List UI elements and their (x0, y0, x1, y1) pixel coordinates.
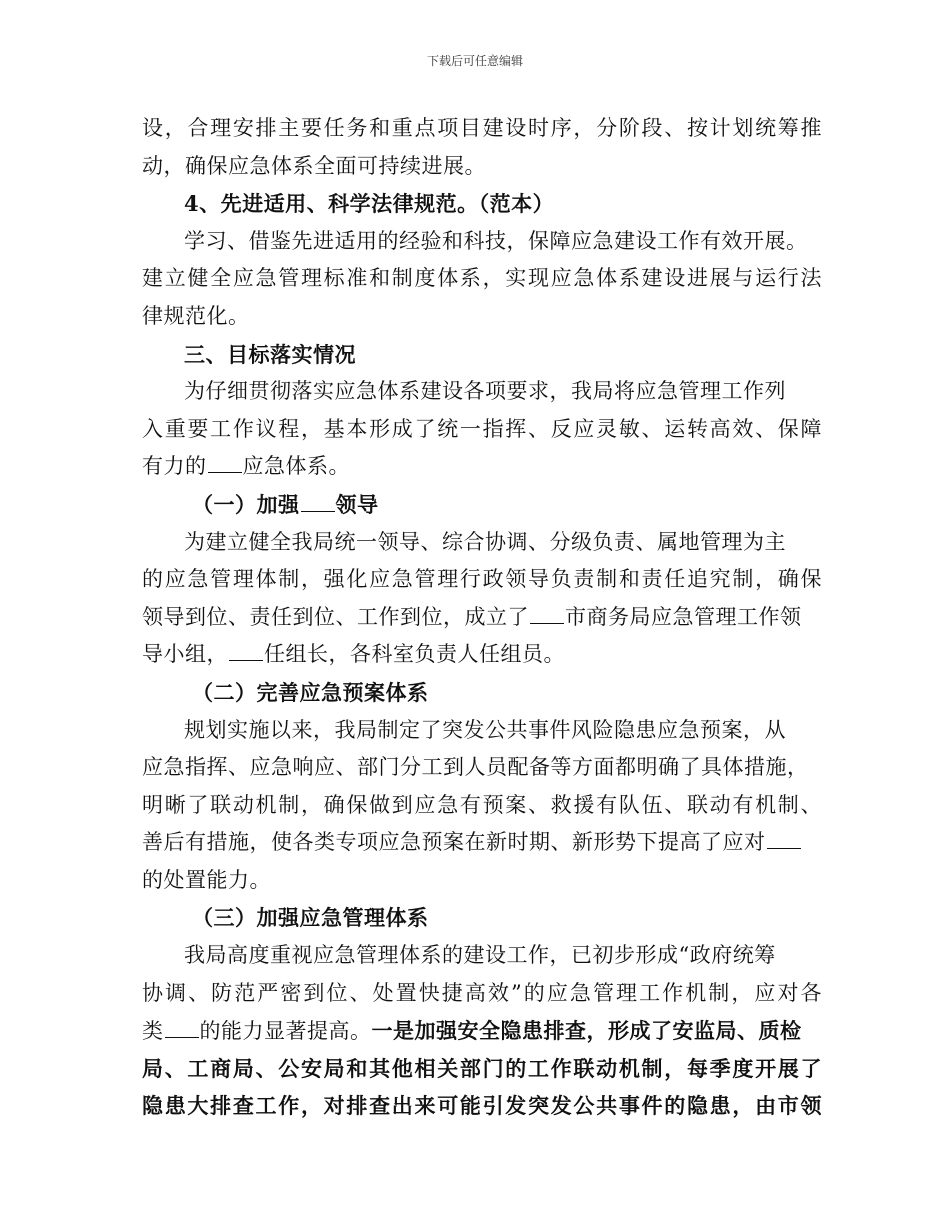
fill-blank (229, 638, 263, 661)
paragraph-line: 的处置能力。 (142, 867, 271, 892)
paragraph-line: 的应急管理体制，强化应急管理行政领导负责制和责任追究制，确保 (142, 567, 822, 592)
subsection-heading: （三）加强应急管理体系 (192, 905, 429, 931)
paragraph-line: 律规范化。 (142, 303, 250, 328)
paragraph-line: 学习、借鉴先进适用的经验和科技，保障应急建设工作有效开展。 (184, 228, 808, 253)
paragraph-line (142, 448, 822, 486)
paragraph-line: 我局高度重视应急管理体系的建设工作，已初步形成“政府统筹 (184, 943, 776, 968)
paragraph-line: 为建立健全我局统一领导、综合协调、分级负责、属地管理为主 (184, 529, 786, 554)
section-heading: 4、先进适用、科学法律规范。（范本） (184, 191, 555, 217)
paragraph-line (142, 824, 822, 862)
text-run: 导小组， (142, 642, 228, 667)
paragraph-line: 规划实施以来，我局制定了突发公共事件风险隐患应急预案，从 (184, 717, 786, 742)
text-run: 善后有措施，使各类专项应急预案在新时期、新形势下提高了应对 (142, 830, 766, 855)
text-run: （一）加强 (192, 491, 300, 517)
text-run: 应急体系。 (242, 454, 350, 479)
subsection-heading: （二）完善应急预案体系 (192, 679, 429, 705)
section-heading: 三、目标落实情况 (184, 341, 356, 367)
paragraph-line: 设，合理安排主要任务和重点项目建设时序，分阶段、按计划统筹推 (142, 116, 822, 140)
paragraph-line: 为仔细贯彻落实应急体系建设各项要求，我局将应急管理工作列 (184, 379, 786, 404)
text-run: 类 (142, 1019, 164, 1044)
paragraph-line (142, 1012, 822, 1050)
paragraph-line: 隐患大排查工作，对排查出来可能引发突发公共事件的隐患，由市领 (142, 1093, 822, 1119)
fill-blank (530, 601, 564, 624)
text-run: 市商务局应急管理工作领 (565, 604, 802, 629)
text-run: 有力的 (142, 454, 207, 479)
paragraph-line: 协调、防范严密到位、处置快捷高效”的应急管理工作机制，应对各 (142, 980, 822, 1005)
paragraph-line: 建立健全应急管理标准和制度体系，实现应急体系建设进展与运行法 (142, 266, 822, 291)
text-run: 任组长，各科室负责人任组员。 (264, 642, 565, 667)
fill-blank (301, 489, 335, 512)
fill-blank (165, 1015, 199, 1038)
paragraph-line: 局、工商局、公安局和其他相关部门的工作联动机制，每季度开展了 (142, 1055, 822, 1081)
paragraph-line: 明晰了联动机制，确保做到应急有预案、救援有队伍、联动有机制、 (142, 792, 822, 817)
text-run: 的能力显著提高。 (199, 1019, 372, 1044)
fill-blank (767, 826, 801, 849)
paragraph-line (142, 599, 822, 637)
document-body (142, 110, 822, 1125)
subsection-heading (142, 486, 822, 524)
fill-blank (208, 450, 242, 473)
paragraph-line: 入重要工作议程，基本形成了统一指挥、反应灵敏、运转高效、保障 (142, 416, 822, 441)
paragraph-line (142, 636, 822, 674)
text-run: 领导 (335, 491, 379, 517)
page-header-note: 下载后可任意编辑 (426, 54, 523, 68)
text-run: 领导到位、责任到位、工作到位，成立了 (142, 604, 529, 629)
paragraph-line: 动，确保应急体系全面可持续进展。 (142, 153, 486, 178)
paragraph-line: 应急指挥、应急响应、部门分工到人员配备等方面都明确了具体措施， (142, 755, 809, 780)
bold-text-run: 一是加强安全隐患排查，形成了安监局、质检 (371, 1018, 802, 1044)
